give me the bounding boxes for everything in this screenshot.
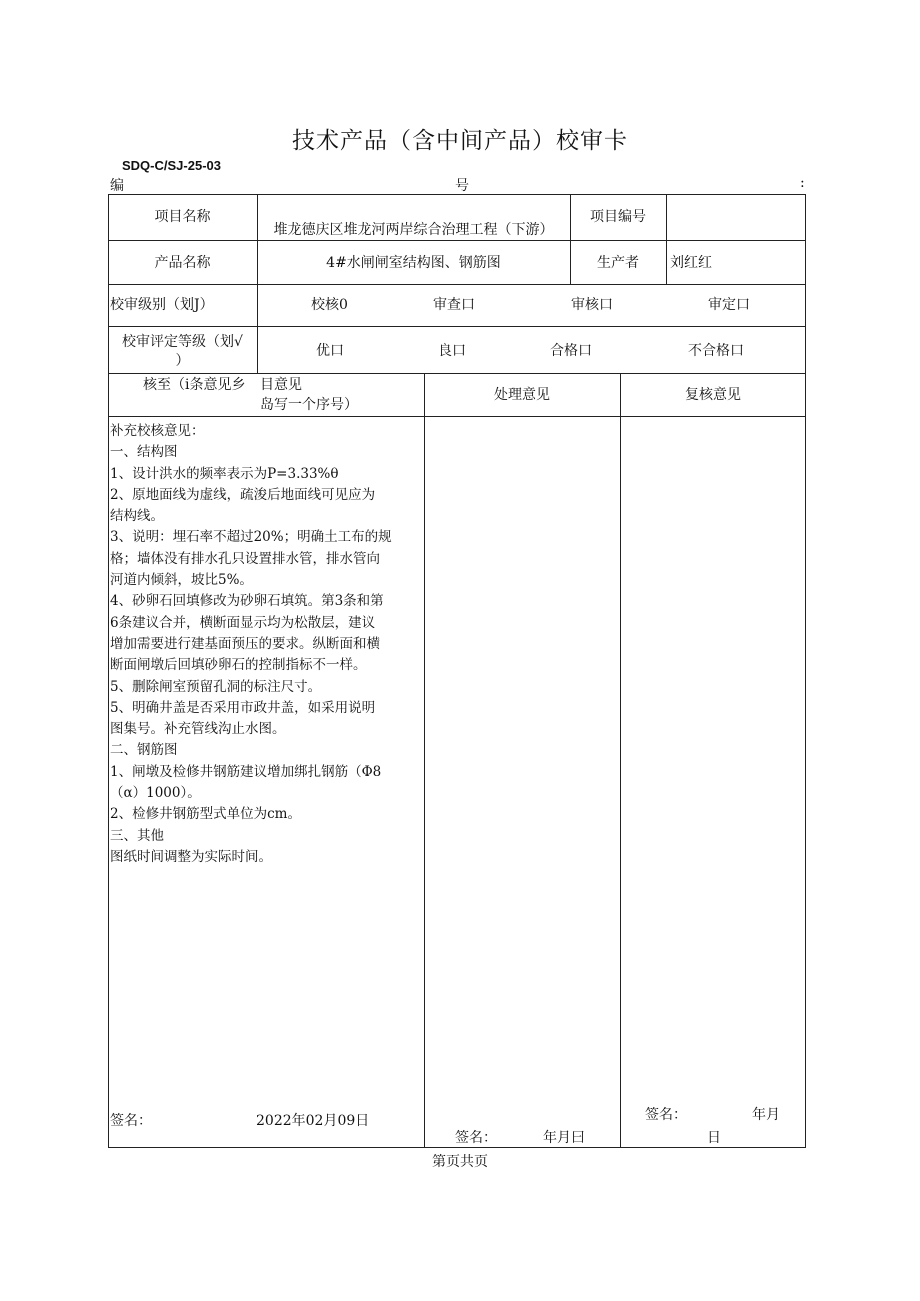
- column-divider: [424, 373, 425, 1148]
- recheck-opinion-header: 复核意见: [685, 387, 741, 403]
- review-level-option-audit: 审核口: [571, 297, 613, 313]
- project-name-label: 项目名称: [154, 209, 211, 225]
- remark-line: 1、闸墩及检修井钢筋建议增加绑扎钢筋（Φ8: [110, 763, 382, 780]
- remark-line: （α）1000）。: [110, 785, 201, 802]
- remark-line: 二、钢筋图: [110, 742, 178, 759]
- remark-line: 图纸时间调整为实际时间。: [110, 848, 272, 865]
- rating-option-excellent: 优口: [316, 343, 344, 359]
- row-divider: [108, 373, 806, 374]
- producer-label: 生产者: [597, 255, 639, 271]
- reviewer-signature-label: 签名：: [110, 1113, 152, 1129]
- remark-line: 补充校核意见：: [110, 423, 205, 439]
- remark-line: 结构线。: [110, 508, 164, 525]
- rechecker-signature-label: 签名：: [645, 1107, 687, 1123]
- opinion-column-header-line1b: 目意见: [260, 377, 302, 393]
- product-name-value: 4#水闸闸室结构图、钢筋图: [326, 255, 501, 271]
- remark-line: 三、其他: [110, 827, 164, 844]
- rating-option-pass: 合格口: [550, 343, 592, 359]
- remark-line: 2、检修井钢筋型式单位为cm。: [110, 806, 301, 823]
- rating-option-fail: 不合格口: [688, 343, 744, 359]
- review-level-option-inspect: 审查口: [433, 297, 475, 313]
- project-name-value: 堆龙德庆区堆龙河两岸综合治理工程（下游）: [273, 222, 554, 238]
- opinion-column-header-line2: 岛写一个序号）: [260, 397, 358, 413]
- rating-option-good: 良口: [438, 343, 466, 359]
- rechecker-signature-day: 日: [707, 1130, 721, 1146]
- remark-line: 断面闸墩后回填砂卵石的控制指标不一样。: [110, 657, 367, 674]
- opinion-column-header-line1: 核至（i条意见乡: [143, 377, 246, 393]
- page-footer: 第页共页: [432, 1154, 488, 1170]
- rating-grade-label-line2: ）: [175, 353, 190, 369]
- review-level-option-approve: 审定口: [708, 297, 750, 313]
- rating-grade-label-line1: 校审评定等级（划√: [122, 334, 243, 350]
- remark-line: 4、砂卵石回填修改为砂卵石填筑。第3条和第: [110, 593, 384, 610]
- remark-line: 河道内倾斜，坡比5%。: [110, 572, 253, 589]
- column-divider: [620, 373, 621, 1148]
- page-title: 技术产品（含中间产品）校审卡: [292, 128, 628, 154]
- remark-line: 3、说明：埋石率不超过20%；明确土工布的规: [110, 529, 392, 546]
- producer-value: 刘红红: [670, 255, 712, 271]
- serial-number-colon: :: [800, 175, 805, 191]
- product-name-label: 产品名称: [154, 255, 211, 271]
- remark-line: 5、明确井盖是否采用市政井盖，如采用说明: [110, 699, 376, 716]
- document-code: SDQ-C/SJ-25-03: [122, 158, 221, 173]
- project-number-label: 项目编号: [590, 209, 646, 225]
- serial-number-label-left: 编: [110, 178, 124, 194]
- handler-signature-date: 年月曰: [543, 1130, 585, 1146]
- rechecker-signature-date: 年月: [752, 1107, 780, 1123]
- remark-line: 增加需要进行建基面预压的要求。纵断面和横: [110, 635, 380, 652]
- remark-line: 2、原地面线为虚线，疏浚后地面线可见应为: [110, 486, 376, 503]
- column-divider: [666, 194, 667, 284]
- row-divider: [108, 284, 806, 285]
- row-divider: [108, 416, 806, 417]
- row-divider: [108, 240, 806, 241]
- remark-line: 格；墙体没有排水孔只设置排水管，排水管向: [110, 550, 380, 567]
- review-level-option-check: 校核0: [311, 297, 348, 313]
- review-level-label: 校审级别（划J）: [110, 297, 214, 313]
- serial-number-label-mid: 号: [455, 178, 469, 194]
- review-remarks: [110, 421, 415, 868]
- remark-line: 图集号。补充管线沟止水图。: [110, 721, 286, 738]
- handling-opinion-header: 处理意见: [494, 387, 550, 403]
- row-divider: [108, 326, 806, 327]
- handler-signature-label: 签名：: [455, 1130, 497, 1146]
- reviewer-signature-date: 2022年02月09日: [256, 1113, 370, 1129]
- remark-line: 5、删除闸室预留孔洞的标注尺寸。: [110, 678, 322, 695]
- remark-line: 1、设计洪水的频率表示为P=3.33%θ: [110, 465, 339, 482]
- remark-line: 6条建议合并，横断面显示均为松散层，建议: [110, 614, 376, 631]
- remark-line: 一、结构图: [110, 444, 178, 461]
